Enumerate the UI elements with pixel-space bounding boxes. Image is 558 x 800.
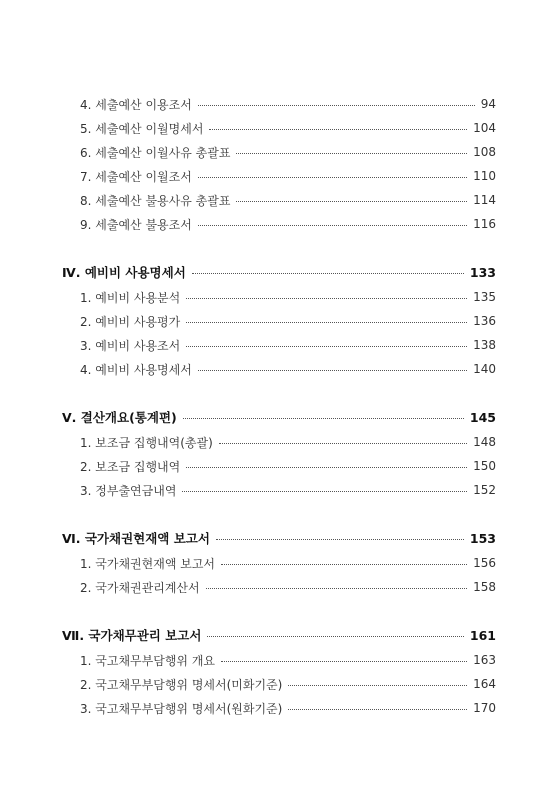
- toc-entry-label: 1. 보조금 집행내역(총괄): [80, 435, 213, 450]
- toc-entry-page: 140: [473, 362, 496, 376]
- toc-entry: [0, 480, 558, 500]
- toc-section-page: 133: [469, 264, 496, 280]
- toc-entry: [0, 214, 558, 234]
- toc-entry: [0, 142, 558, 162]
- toc-entry-label: 3. 예비비 사용조서: [80, 338, 181, 353]
- dot-leader: [198, 104, 475, 106]
- toc-entry: [0, 359, 558, 379]
- dot-leader: [288, 708, 467, 710]
- dot-leader: [288, 684, 467, 686]
- toc-entry-label: 1. 국가채권현재액 보고서: [80, 556, 215, 571]
- toc-entry-page: 114: [473, 193, 496, 207]
- toc-section-label: Ⅳ. 예비비 사용명세서: [62, 265, 186, 280]
- toc-entry-page: 108: [473, 145, 496, 159]
- toc-entry-label: 8. 세출예산 불용사유 총괄표: [80, 193, 231, 208]
- dot-leader: [186, 466, 467, 468]
- toc-entry-page: 158: [473, 580, 496, 594]
- dot-leader: [221, 563, 467, 565]
- toc-entry: [0, 674, 558, 694]
- toc-entry: [0, 698, 558, 718]
- toc-entry: [0, 432, 558, 452]
- toc-entry: [0, 456, 558, 476]
- toc-section-heading: [0, 262, 558, 282]
- dot-leader: [186, 297, 467, 299]
- dot-leader: [186, 345, 467, 347]
- toc-section-page: 153: [469, 530, 496, 546]
- toc-entry-label: 2. 보조금 집행내역: [80, 459, 181, 474]
- toc-entry: [0, 94, 558, 114]
- toc-section-label: Ⅵ. 국가채권현재액 보고서: [62, 531, 210, 546]
- toc-entry-page: 164: [473, 677, 496, 691]
- toc-entry-page: 163: [473, 653, 496, 667]
- toc-entry-page: 94: [480, 97, 496, 111]
- toc-entry-label: 2. 국고채무부담행위 명세서(미화기준): [80, 677, 283, 692]
- toc-entry-page: 150: [473, 459, 496, 473]
- toc-entry-label: 2. 예비비 사용평가: [80, 314, 181, 329]
- toc-entry: [0, 311, 558, 331]
- toc-section-page: 161: [469, 627, 496, 643]
- dot-leader: [209, 128, 467, 130]
- toc-entry-label: 4. 예비비 사용명세서: [80, 362, 192, 377]
- toc-entry-label: 1. 예비비 사용분석: [80, 290, 181, 305]
- toc-entry-label: 2. 국가채권관리계산서: [80, 580, 200, 595]
- dot-leader: [221, 660, 467, 662]
- dot-leader: [206, 587, 468, 589]
- toc-entry-page: 110: [473, 169, 496, 183]
- toc-entry: [0, 190, 558, 210]
- dot-leader: [182, 490, 467, 492]
- toc-section-heading: [0, 407, 558, 427]
- toc-entry-label: 3. 정부출연금내역: [80, 483, 177, 498]
- toc-entry-label: 9. 세출예산 불용조서: [80, 217, 192, 232]
- toc-entry-page: 156: [473, 556, 496, 570]
- toc-entry-page: 152: [473, 483, 496, 497]
- toc-entry-page: 148: [473, 435, 496, 449]
- dot-leader: [236, 200, 467, 202]
- dot-leader: [198, 224, 467, 226]
- toc-entry: [0, 118, 558, 138]
- toc-entry: [0, 287, 558, 307]
- toc-section-label: Ⅶ. 국가채무관리 보고서: [62, 628, 202, 643]
- toc-entry: [0, 650, 558, 670]
- toc-entry-label: 7. 세출예산 이월조서: [80, 169, 192, 184]
- dot-leader: [183, 417, 464, 419]
- toc-entry-label: 4. 세출예산 이용조서: [80, 97, 192, 112]
- toc-entry-label: 1. 국고채무부담행위 개요: [80, 653, 215, 668]
- toc-entry: [0, 577, 558, 597]
- toc-entry-page: 138: [473, 338, 496, 352]
- toc-entry-page: 170: [473, 701, 496, 715]
- toc-entry: [0, 166, 558, 186]
- toc-section-label: Ⅴ. 결산개요(통계편): [62, 410, 177, 425]
- dot-leader: [236, 152, 467, 154]
- dot-leader: [198, 369, 467, 371]
- toc-entry-page: 116: [473, 217, 496, 231]
- toc-entry: [0, 553, 558, 573]
- dot-leader: [186, 321, 467, 323]
- dot-leader: [192, 272, 464, 274]
- toc-entry-label: 6. 세출예산 이월사유 총괄표: [80, 145, 231, 160]
- dot-leader: [207, 635, 463, 637]
- toc-entry: [0, 335, 558, 355]
- toc-entry-page: 104: [473, 121, 496, 135]
- dot-leader: [198, 176, 467, 178]
- toc-entry-page: 135: [473, 290, 496, 304]
- toc-section-page: 145: [469, 409, 496, 425]
- dot-leader: [216, 538, 464, 540]
- toc-entry-page: 136: [473, 314, 496, 328]
- toc-entry-label: 3. 국고채무부담행위 명세서(원화기준): [80, 701, 283, 716]
- toc-section-heading: [0, 625, 558, 645]
- toc-section-heading: [0, 528, 558, 548]
- toc-entry-label: 5. 세출예산 이월명세서: [80, 121, 204, 136]
- dot-leader: [219, 442, 467, 444]
